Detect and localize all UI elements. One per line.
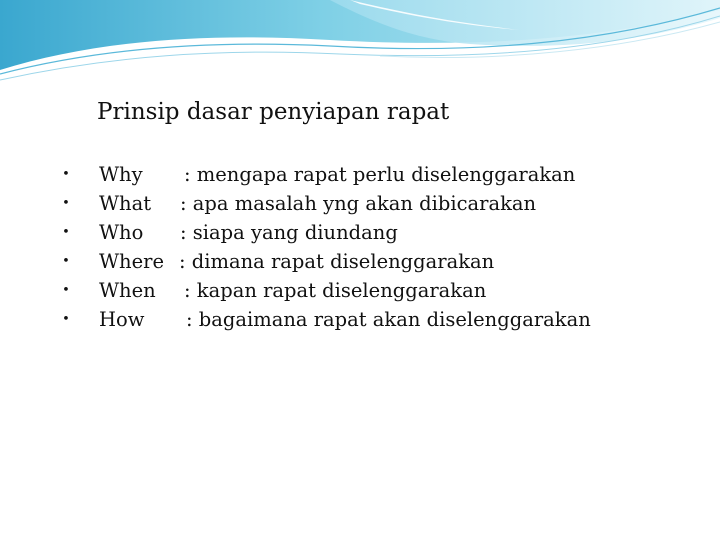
bullet-description: : kapan rapat diselenggarakan: [184, 279, 487, 302]
bullet-icon: •: [62, 254, 70, 269]
bullet-icon: •: [62, 312, 70, 327]
bullet-term: How: [99, 308, 145, 331]
bullet-icon: •: [62, 167, 70, 182]
header-wave-decoration: [0, 0, 720, 90]
bullet-icon: •: [62, 283, 70, 298]
bullet-description: : apa masalah yng akan dibicarakan: [180, 192, 537, 215]
bullet-icon: •: [62, 225, 70, 240]
slide-title: Prinsip dasar penyiapan rapat: [97, 99, 450, 125]
bullet-description: : mengapa rapat perlu diselenggarakan: [184, 163, 576, 186]
bullet-description: : dimana rapat diselenggarakan: [179, 250, 495, 273]
bullet-term: Where: [99, 250, 165, 273]
bullet-term: When: [99, 279, 156, 302]
bullet-term: What: [99, 192, 152, 215]
bullet-term: Who: [99, 221, 144, 244]
bullet-description: : bagaimana rapat akan diselenggarakan: [186, 308, 591, 331]
bullet-icon: •: [62, 196, 70, 211]
bullet-term: Why: [99, 163, 143, 186]
bullet-description: : siapa yang diundang: [180, 221, 398, 244]
